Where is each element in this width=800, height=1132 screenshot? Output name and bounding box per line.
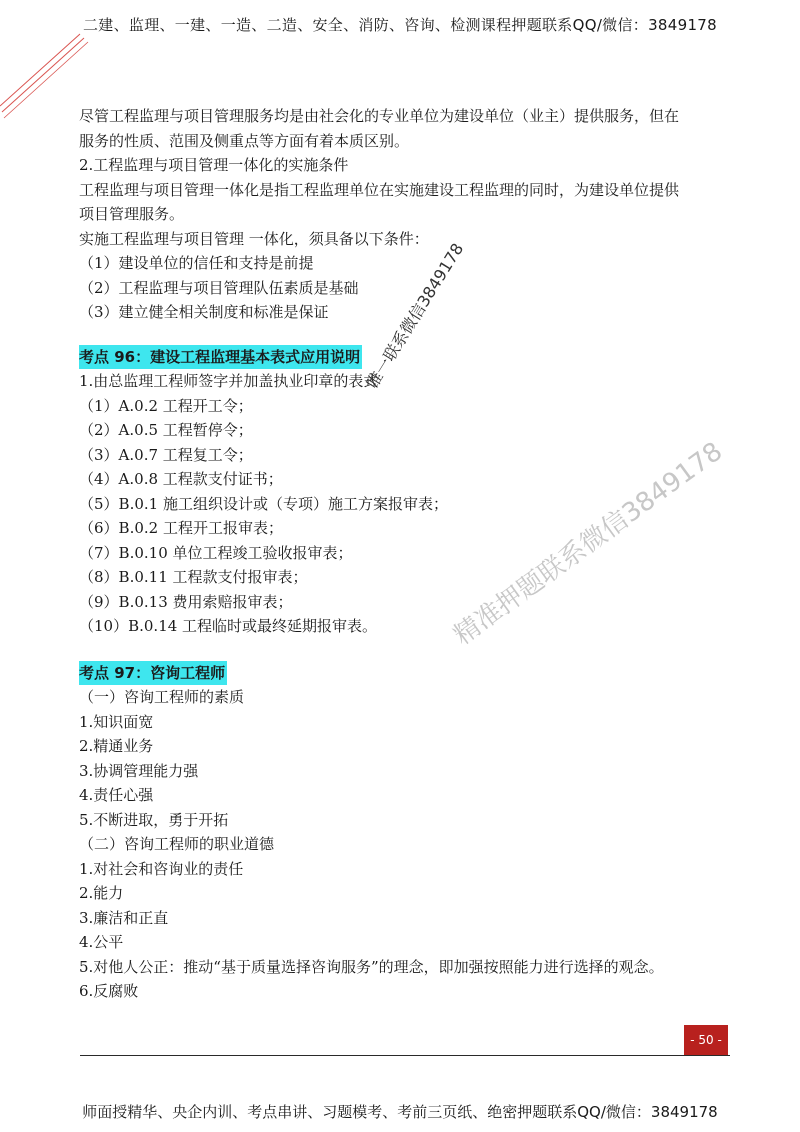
page-footer: 师面授精华、央企内训、考点串讲、习题模考、考前三页纸、绝密押题联系QQ/微信：3849178 [82, 1103, 718, 1121]
list-item: 5.不断进取，勇于开拓 [79, 810, 229, 829]
list-item: 1.对社会和咨询业的责任 [79, 859, 244, 878]
section-heading-97: 考点 97：咨询工程师 [79, 661, 227, 686]
text-line: 2.工程监理与项目管理一体化的实施条件 [79, 156, 349, 174]
list-item: 2.精通业务 [79, 737, 154, 755]
list-item: （8）B.0.11 工程款支付报审表； [79, 568, 308, 586]
document-body [79, 104, 729, 1004]
list-item: （3）A.0.7 工程复工令； [79, 445, 253, 464]
list-item: （2）A.0.5 工程暂停令； [79, 421, 253, 439]
list-item: 2.能力 [79, 884, 124, 902]
text-line: 工程监理与项目管理一体化是指工程监理单位在实施建设工程监理的同时，为建设单位提供 [79, 180, 680, 199]
list-item: 1.知识面宽 [79, 712, 154, 731]
text-line: 尽管工程监理与项目管理服务均是由社会化的专业单位为建设单位（业主）提供服务，但在 [79, 107, 680, 125]
list-item: （3）建立健全相关制度和标准是保证 [79, 303, 329, 321]
list-item: 5.对他人公正：推动“基于质量选择咨询服务”的理念，即加强按照能力进行选择的观念。 [79, 957, 664, 976]
list-item: 3.协调管理能力强 [79, 761, 199, 780]
list-item: （5）B.0.1 施工组织设计或（专项）施工方案报审表； [79, 494, 448, 513]
page-header: 二建、监理、一建、一造、二造、安全、消防、咨询、检测课程押题联系QQ/微信：3849178 [83, 16, 717, 34]
text-line: 实施工程监理与项目管理 一体化，须具备以下条件： [79, 229, 429, 248]
watermark-large: 精准押题联系微信3849178 [448, 436, 729, 652]
text-line: 服务的性质、范围及侧重点等方面有着本质区别。 [79, 131, 410, 150]
list-item: （4）A.0.8 工程款支付证书； [79, 470, 283, 488]
section-heading-96: 考点 96：建设工程监理基本表式应用说明 [79, 345, 362, 370]
list-item: 6.反腐败 [79, 982, 139, 1000]
text-line: 1.由总监理工程师签字并加盖执业印章的表式 [79, 372, 379, 390]
text-line: 项目管理服务。 [79, 205, 185, 223]
list-item: 4.公平 [79, 933, 124, 951]
subheading: （一）咨询工程师的素质 [79, 688, 245, 706]
watermark-small: 唯一联系微信3849178 [362, 239, 468, 392]
list-item: （6）B.0.2 工程开工报审表； [79, 519, 283, 537]
list-item: （7）B.0.10 单位工程竣工验收报审表； [79, 543, 353, 562]
subheading: （二）咨询工程师的职业道德 [79, 835, 275, 853]
list-item: （2）工程监理与项目管理队伍素质是基础 [79, 278, 359, 297]
list-item: （9）B.0.13 费用索赔报审表； [79, 592, 293, 611]
footer-divider [80, 1055, 730, 1056]
list-item: （10）B.0.14 工程临时或最终延期报审表。 [79, 617, 378, 635]
list-item: 4.责任心强 [79, 786, 154, 804]
list-item: （1）建设单位的信任和支持是前提 [79, 254, 314, 272]
page-number-badge: - 50 - [684, 1025, 728, 1055]
list-item: （1）A.0.2 工程开工令； [79, 396, 253, 415]
list-item: 3.廉洁和正直 [79, 908, 169, 927]
